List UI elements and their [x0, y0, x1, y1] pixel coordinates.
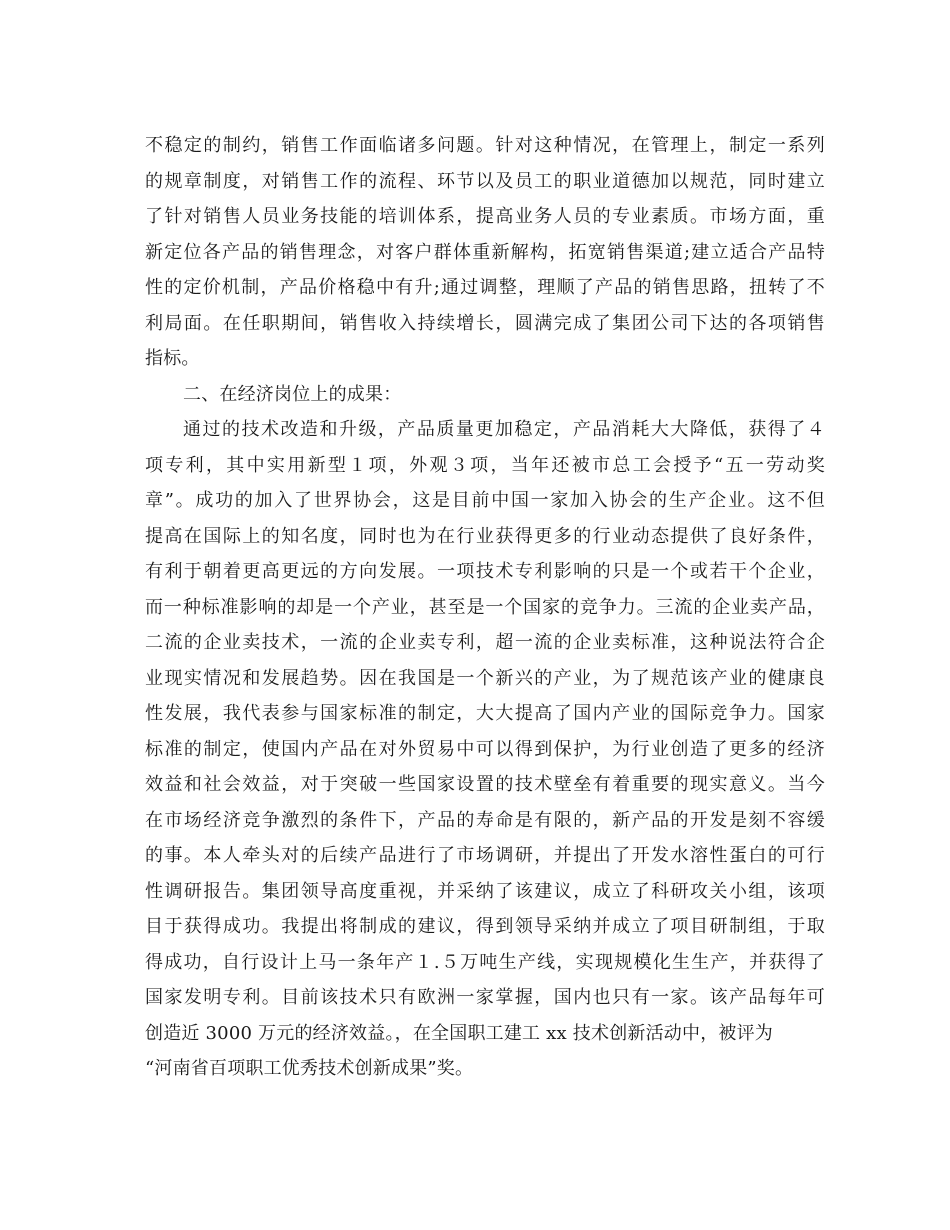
text-line: 有利于朝着更高更远的方向发展。一项技术专利影响的只是一个或若干个企业，: [145, 561, 825, 582]
text-line: 标准的制定，使国内产品在对外贸易中可以得到保护，为行业创造了更多的经济: [145, 738, 825, 760]
text-line: 的事。本人牵头对的后续产品进行了市场调研，并提出了开发水溶性蛋白的可行: [145, 845, 825, 866]
text-line: 创造近 3000 万元的经济效益。，在全国职工建工 xx 技术创新活动中，被评为: [145, 1022, 773, 1044]
text-line: 了针对销售人员业务技能的培训体系，提高业务人员的专业素质。市场方面，重: [145, 206, 825, 227]
text-line: 的规章制度，对销售工作的流程、环节以及员工的职业道德加以规范，同时建立: [145, 170, 825, 192]
text-line: 性发展，我代表参与国家标准的制定，大大提高了国内产业的国际竞争力。国家: [145, 703, 825, 724]
text-line: 业现实情况和发展趋势。因在我国是一个新兴的产业，为了规范该产业的健康良: [145, 667, 825, 689]
text-line: 得成功，自行设计上马一条年产１.５万吨生产线，实现规模化生生产，并获得了: [145, 951, 825, 973]
text-line: 性的定价机制，产品价格稳中有升;通过调整，理顺了产品的销售思路，扭转了不: [145, 277, 825, 298]
text-line: “河南省百项职工优秀技术创新成果”奖。: [145, 1058, 474, 1079]
text-line: 指标。: [145, 348, 200, 369]
text-line: 提高在国际上的知名度，同时也为在行业获得更多的行业动态提供了良好条件，: [145, 525, 825, 547]
text-line: 章”。成功的加入了世界协会，这是目前中国一家加入协会的生产企业。这不但: [145, 490, 825, 511]
section-heading: 二、在经济岗位上的成果：: [183, 383, 402, 405]
paragraph-economic-achievements: [145, 412, 825, 1087]
text-line: 而一种标准影响的却是一个产业，甚至是一个国家的竞争力。三流的企业卖产品，: [145, 596, 825, 618]
text-line: 目于获得成功。我提出将制成的建议，得到领导采纳并成立了项目研制组，于取: [145, 916, 825, 937]
document-body: [145, 128, 825, 1087]
text-line: 通过的技术改造和升级，产品质量更加稳定，产品消耗大大降低，获得了４: [183, 419, 825, 440]
text-line: 新定位各产品的销售理念，对客户群体重新解构，拓宽销售渠道;建立适合产品特: [145, 241, 825, 263]
text-line: 效益和社会效益，对于突破一些国家设置的技术壁垒有着重要的现实意义。当今: [145, 774, 825, 795]
text-line: 国家发明专利。目前该技术只有欧洲一家掌握，国内也只有一家。该产品每年可: [145, 987, 825, 1008]
text-line: 在市场经济竞争激烈的条件下，产品的寿命是有限的，新产品的开发是刻不容缓: [145, 809, 825, 831]
text-line: 不稳定的制约，销售工作面临诸多问题。针对这种情况，在管理上，制定一系列: [145, 135, 825, 156]
text-line: 项专利，其中实用新型１项，外观３项，当年还被市总工会授予“五一劳动奖: [145, 454, 825, 476]
text-line: 性调研报告。集团领导高度重视，并采纳了该建议，成立了科研攻关小组，该项: [145, 880, 825, 902]
text-line: 利局面。在任职期间，销售收入持续增长，圆满完成了集团公司下达的各项销售: [145, 312, 825, 334]
paragraph-sales-management: [145, 128, 825, 377]
text-line: 二流的企业卖技术，一流的企业卖专利，超一流的企业卖标准，这种说法符合企: [145, 632, 825, 653]
